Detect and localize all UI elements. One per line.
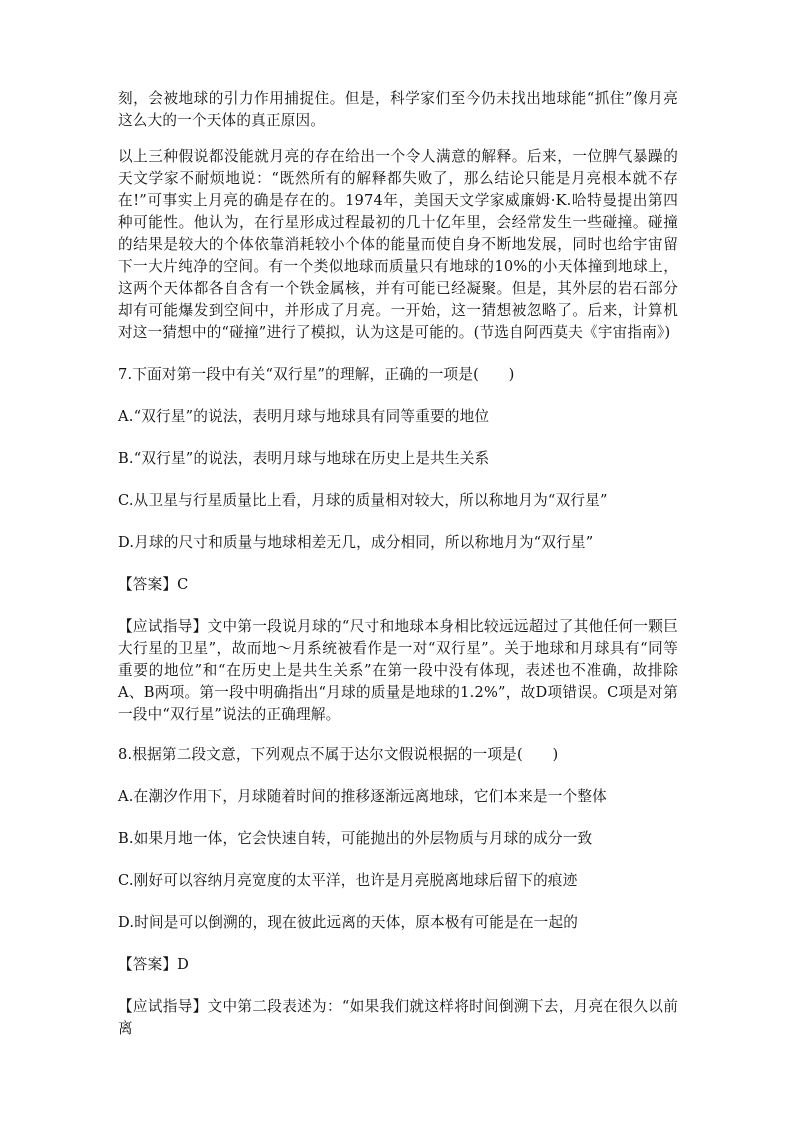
passage-paragraph: 以上三种假说都没能就月亮的存在给出一个令人满意的解释。后来，一位脾气暴躁的天文学家不耐烦地说：“既然所有的解释都失败了，那么结论只能是月亮根本就不存在!”可事实上月亮的确是存在的。1974年，美国天文学家威廉姆·K.哈特曼提出第四种可能性。他认为，在行星形成过程最初的几十亿年里，会经常发生一些碰撞。碰撞的结果是较大的个体依靠消耗较小个体的能量而使自身不断地发展，同时也给宇宙留下一大片纯净的空间。有一个类似地球而质量只有地球的10%的小天体撞到地球上，这两个天体都各自含有一个铁金属核，并有可能已经凝聚。但是，其外层的岩石部分却有可能爆发到空间中，并形成了月亮。一开始，这一猜想被忽略了。后来，计算机对这一猜想中的“碰撞”进行了模拟，认为这是可能的。(节选自阿西莫夫《宇宙指南》) [118, 148, 678, 341]
passage-paragraph-continued: 刻，会被地球的引力作用捕捉住。但是，科学家们至今仍未找出地球能“抓住”像月亮这么大的一个天体的真正原因。 [118, 90, 678, 129]
question-8-option-c: C.刚好可以容纳月亮宽度的太平洋，也许是月亮脱离地球后留下的痕迹 [118, 872, 578, 889]
question-7-guide: 【应试指导】文中第一段说月球的“尺寸和地球本身相比较远远超过了其他任何一颗巨大行星的卫星”，故而地～月系统被看作是一对“双行星”。关于地球和月球具有“同等重要的地位”和“在历史上是共生关系”在第一段中没有体现，表述也不准确，故排除A、B两项。第一段中明确指出“月球的质量是地球的1.2%”，故D项错误。C项是对第一段中“双行星”说法的正确理解。 [118, 618, 678, 723]
document-page [118, 88, 678, 1058]
question-8-guide: 【应试指导】文中第二段表述为：“如果我们就这样将时间倒溯下去，月亮在很久以前离 [118, 998, 678, 1037]
question-7-stem: 7.下面对第一段中有关“双行星”的理解，正确的一项是( ) [118, 366, 515, 383]
question-8-option-d: D.时间是可以倒溯的，现在彼此远离的天体，原本极有可能是在一起的 [118, 914, 579, 931]
question-8-option-a: A.在潮汐作用下，月球随着时间的推移逐渐远离地球，它们本来是一个整体 [118, 788, 607, 805]
question-7-option-d: D.月球的尺寸和质量与地球相差无几，成分相同，所以称地月为“双行星” [118, 534, 594, 551]
question-7-option-a: A.“双行星”的说法，表明月球与地球具有同等重要的地位 [118, 408, 490, 425]
question-8-stem: 8.根据第二段文意，下列观点不属于达尔文假说根据的一项是( ) [118, 746, 559, 763]
question-7-option-c: C.从卫星与行星质量比上看，月球的质量相对较大，所以称地月为“双行星” [118, 492, 608, 509]
question-8-answer: 【答案】D [118, 956, 190, 973]
question-8-option-b: B.如果月地一体，它会快速自转，可能抛出的外层物质与月球的成分一致 [118, 830, 593, 847]
question-7-answer: 【答案】C [118, 576, 189, 593]
question-7-option-b: B.“双行星”的说法，表明月球与地球在历史上是共生关系 [118, 450, 490, 467]
